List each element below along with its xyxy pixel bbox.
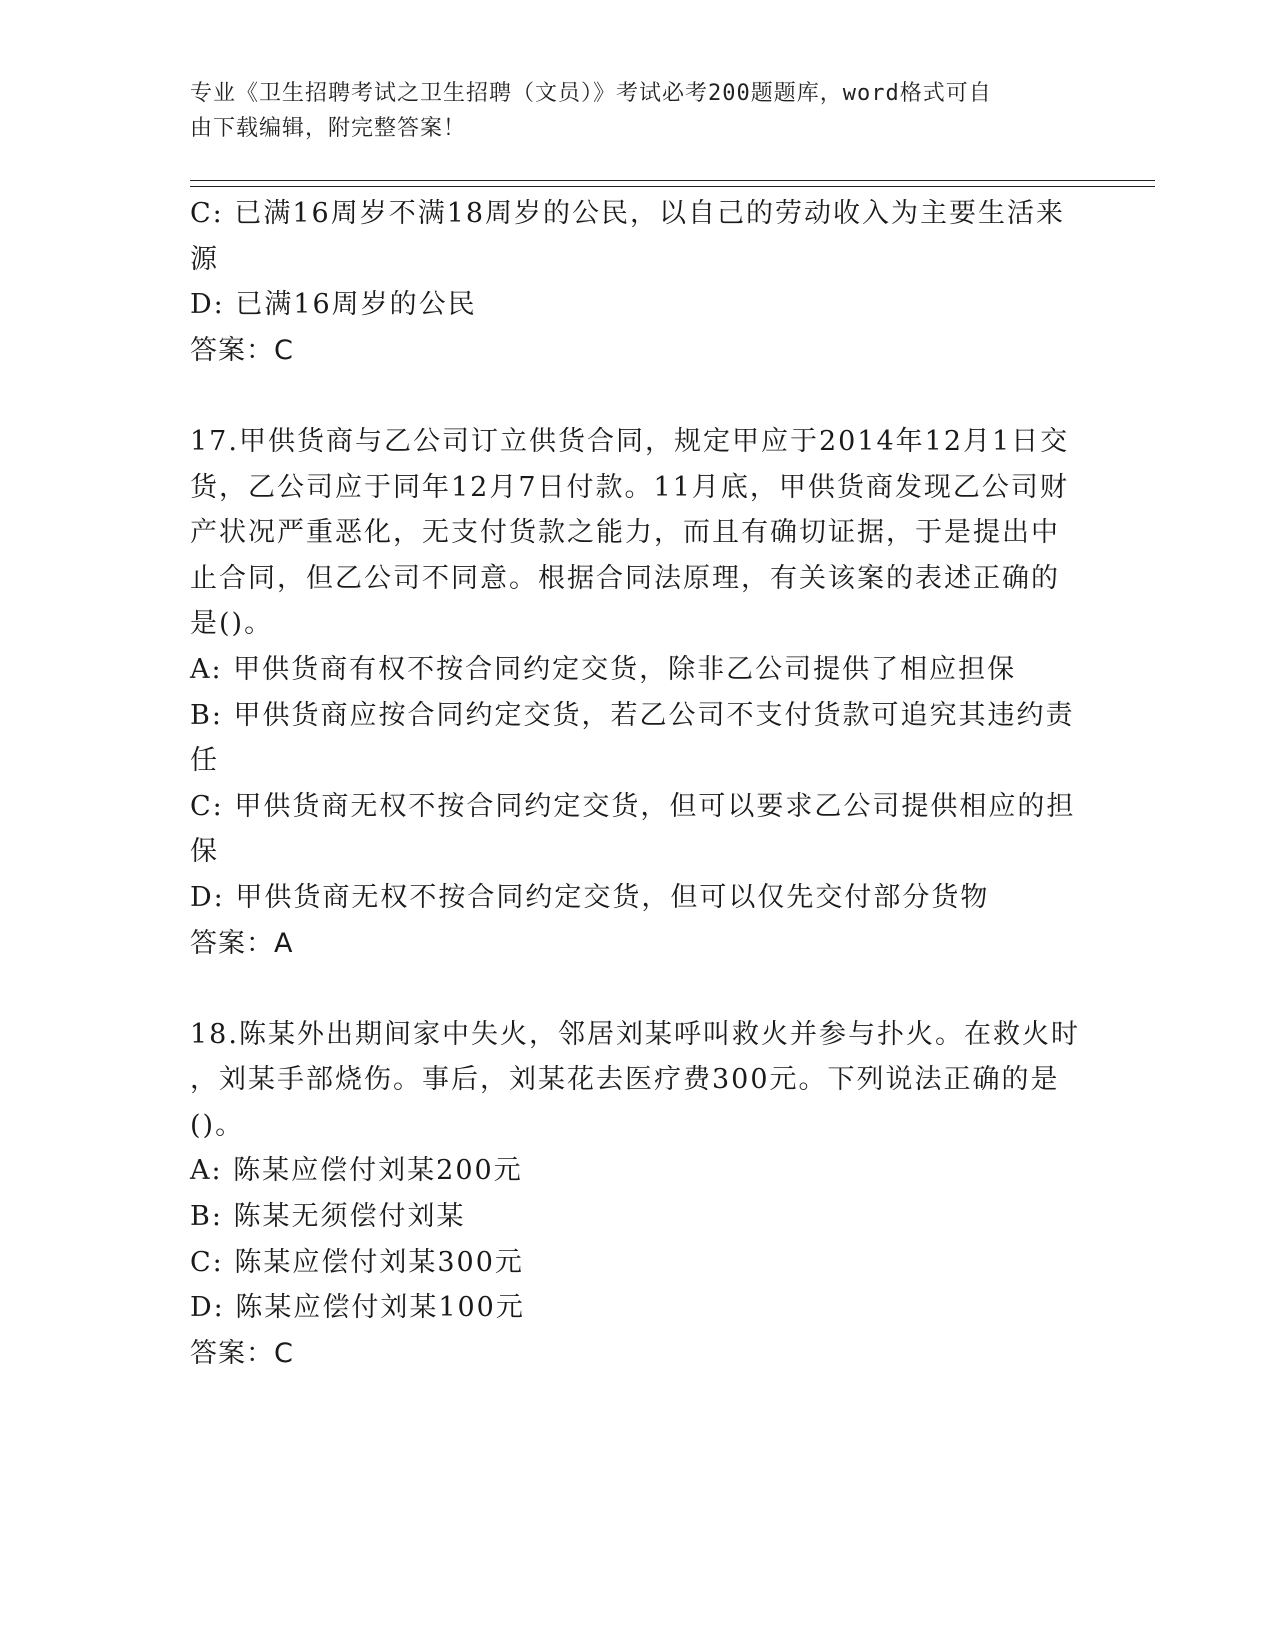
document-header [190,76,1070,146]
spacer [190,373,1090,419]
q16-answer: 答案：C [190,334,294,366]
q17-stem-line-5: 是()。 [190,608,274,640]
q17-option-c-line-2: 保 [190,836,219,868]
question-16-tail [190,191,1090,373]
q17-stem-line-4: 止合同，但乙公司不同意。根据合同法原理，有关该案的表述正确的 [190,562,1060,594]
q18-option-a: A: 陈某应偿付刘某200元 [190,1155,523,1187]
q16-option-d: D: 已满16周岁的公民 [190,289,477,321]
q17-option-c-line-1: C: 甲供货商无权不按合同约定交货，但可以要求乙公司提供相应的担 [190,790,1076,822]
header-rule-bottom [190,186,1155,187]
q17-option-b-line-1: B: 甲供货商应按合同约定交货，若乙公司不支付货款可追究其违约责 [190,699,1075,731]
q18-option-b: B: 陈某无须偿付刘某 [190,1201,466,1233]
q16-option-c-line-1: C: 已满16周岁不满18周岁的公民，以自己的劳动收入为主要生活来 [190,198,1066,229]
q17-option-d: D: 甲供货商无权不按合同约定交货，但可以仅先交付部分货物 [190,881,990,913]
q18-stem-line-3: ()。 [190,1109,245,1141]
q18-option-c: C: 陈某应偿付刘某300元 [190,1246,524,1278]
q17-option-b-line-2: 任 [190,745,219,777]
q18-stem-line-2: ，刘某手部烧伤。事后，刘某花去医疗费300元。下列说法正确的是 [190,1064,1060,1096]
q17-stem-line-2: 货，乙公司应于同年12月7日付款。11月底，甲供货商发现乙公司财 [190,471,1069,503]
header-line-2: 由下载编辑，附完整答案！ [190,116,467,141]
header-rule-top [190,180,1155,181]
q17-answer: 答案：A [190,927,294,959]
document-body [190,191,1090,1376]
q18-option-d: D: 陈某应偿付刘某100元 [190,1292,525,1324]
q17-option-a: A: 甲供货商有权不按合同约定交货，除非乙公司提供了相应担保 [190,653,1017,685]
q18-answer: 答案：C [190,1337,294,1369]
q18-stem-line-1: 18.陈某外出期间家中失火，邻居刘某呼叫救火并参与扑火。在救火时 [190,1018,1080,1050]
q17-stem-line-3: 产状况严重恶化，无支付货款之能力，而且有确切证据，于是提出中 [190,517,1060,549]
header-line-1: 专业《卫生招聘考试之卫生招聘（文员）》考试必考200题题库，word格式可自 [190,81,992,106]
question-17 [190,419,1090,966]
question-18 [190,1012,1090,1377]
q17-stem-line-1: 17.甲供货商与乙公司订立供货合同，规定甲应于2014年12月1日交 [190,425,1070,457]
q16-option-c-line-2: 源 [190,243,219,275]
spacer [190,966,1090,1012]
